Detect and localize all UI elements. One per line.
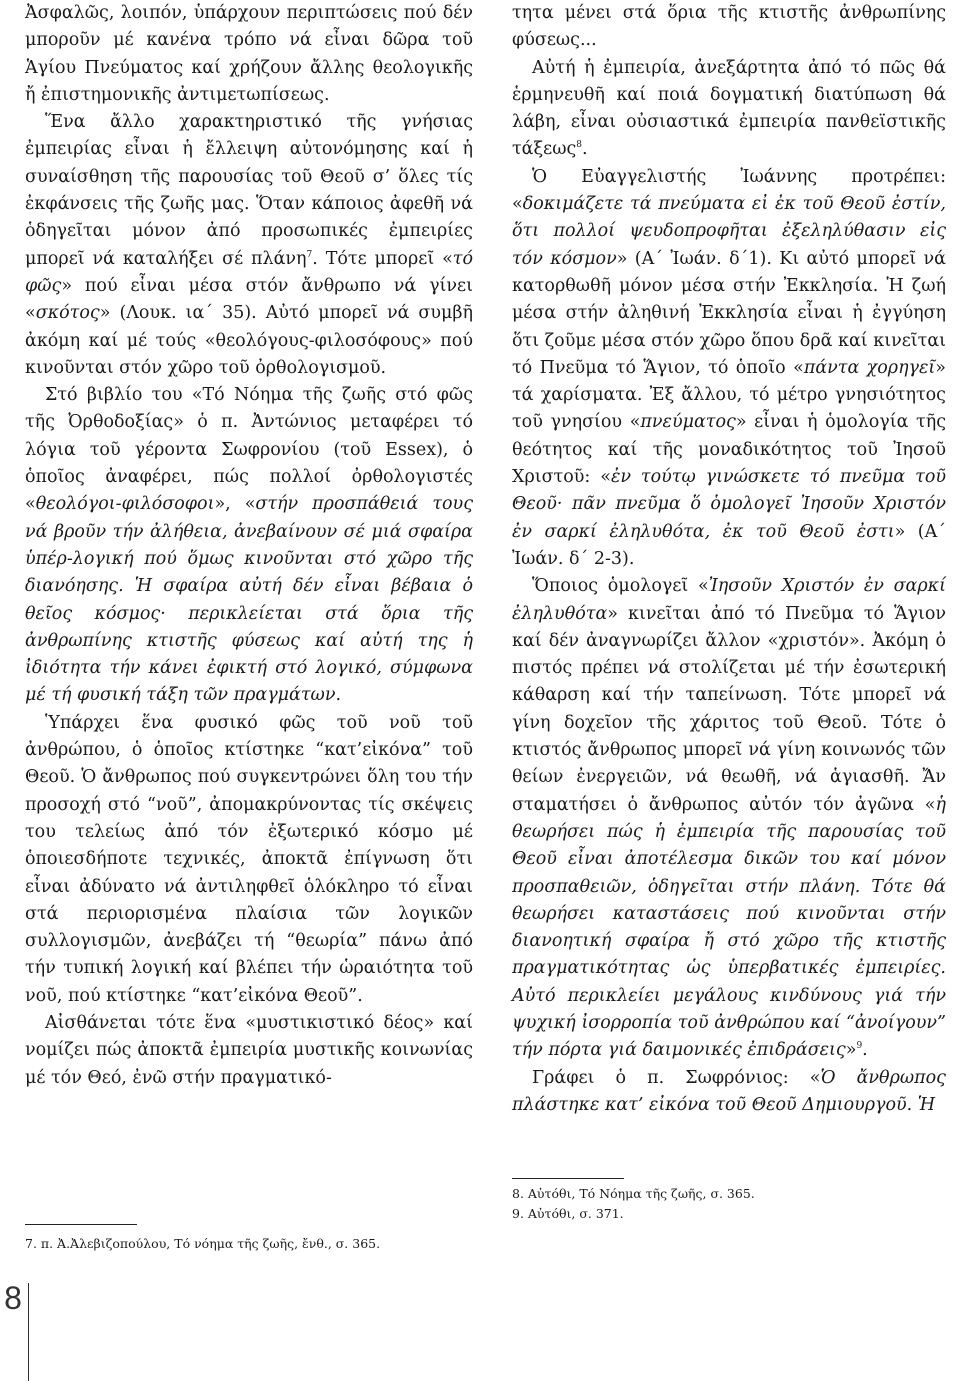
footnote-ref: 8: [576, 140, 583, 151]
footnote-divider: [512, 1178, 624, 1179]
paragraph: Ἀσφαλῶς, λοιπόν, ὑπάρχουν περιπτώσεις πού δέν μποροῦν μέ κανένα τρόπο νά εἶναι δῶρα τοῦ Ἁγίου Πνεύματος καί χρήζουν ἄλλης θεολογικῆς ἤ ἐπιστημονικῆς ἀντιμετωπίσεως.: [25, 3, 473, 105]
footnote-divider: [25, 1224, 137, 1225]
footnote-ref: 7: [306, 249, 313, 260]
right-column: [512, 0, 946, 1119]
footnote: 9. Αὐτόθι, σ. 371.: [512, 1206, 624, 1221]
paragraph: Αἰσθάνεται τότε ἕνα «μυστικιστικό δέος» καί νομίζει πώς ἀποκτᾶ ἐμπειρία μυστικῆς κοινωνίας μέ τόν Θεό, ἐνῶ στήν πραγματικό-: [25, 1012, 473, 1088]
left-column: [25, 0, 473, 1092]
paragraph: Αὐτή ἡ ἐμπειρία, ἀνεξάρτητα ἀπό τό πῶς θά ἑρμηνευθῆ καί ποιά δογματική διατύπωση θά λάβη, εἶναι οὐσιαστικά ἐμπειρία πανθεϊστικῆς τάξεως$^8$.: [512, 57, 946, 160]
paragraph: Ἕνα ἄλλο χαρακτηριστικό τῆς γνήσιας ἐμπειρίας εἶναι ἡ ἔλλειψη αὐτονόμησης καί ἡ συναίσθηση τῆς παρουσίας τοῦ Θεοῦ σ’ ὅλες τίς ἐκφάνσεις τῆς ζωῆς μας. Ὅταν κάποιος ἀφεθῆ νά ὁδηγεῖται μόνον ἀπό προσωπικές ἐμπειρίες μπορεῖ νά καταλήξει σέ πλάνη$^7$. Τότε μπορεῖ «τό φῶς» πού εἶναι μέσα στόν ἄνθρωπο νά γίνει «σκότος» (Λουκ. ια΄ 35). Αὐτό μπορεῖ νά συμβῆ ἀκόμη καί μέ τούς «θεολόγους-φιλοσόφους» πού κινοῦνται στόν χῶρο τοῦ ὀρθολογισμοῦ.: [25, 112, 473, 378]
paragraph: Ὅποιος ὁμολογεῖ «Ἰησοῦν Χριστόν ἐν σαρκί ἐληλυθότα» κινεῖται ἀπό τό Πνεῦμα τό Ἅγιον καί δέν ἀναγνωρίζει ἄλλον «χριστόν». Ἀκόμη ὁ πιστός πρέπει νά στολίζεται μέ τήν ἐσωτερική κάθαρση καί τήν ταπείνωση. Τότε μπορεῖ νά γίνη δοχεῖον τῆς χάριτος τοῦ Θεοῦ. Τότε ὁ κτιστός ἄνθρωπος μπορεῖ νά γίνη κοινωνός τῶν θείων ἐνεργειῶν, νά θεωθῆ, νά ἁγιασθῆ. Ἄν σταματήσει ὁ ἄνθρωπος αὐτόν τόν ἀγῶνα «ἡ θεωρήσει πώς ἡ ἐμπειρία τῆς παρουσίας τοῦ Θεοῦ εἶναι ἀποτέλεσμα δικῶν του καί μόνον προσπαθειῶν, ὁδηγεῖται στήν πλάνη. Τότε θά θεωρήσει καταστάσεις πού κινοῦνται στήν διανοητική σφαίρα ἤ στό χῶρο τῆς κτιστῆς πραγματικότητας ὡς ὑπερβατικές ἐμπειρίες. Αὐτό περικλείει μεγάλους κινδύνους γιά τήν ψυχική ἰσορροπία τοῦ ἀνθρώπου καί “ἀνοίγουν” τήν πόρτα γιά δαιμονικές ἐπιδράσεις»$^9$.: [512, 576, 946, 1061]
paragraph: Γράφει ὁ π. Σωφρόνιος: «Ὁ ἄνθρωπος πλάστηκε κατ’ εἰκόνα τοῦ Θεοῦ Δημιουργοῦ. Ἡ: [512, 1067, 946, 1115]
paragraph: Στό βιβλίο του «Τό Νόημα τῆς ζωῆς στό φῶς τῆς Ὀρθοδοξίας» ὁ π. Ἀντώνιος μεταφέρει τό λόγια τοῦ γέροντα Σωφρονίου (τοῦ Essex), ὁ ὁποῖος ἀναφέρει, πώς πολλοί ὀρθολογιστές «θεολόγοι-φιλόσοφοι», «στήν προσπάθειά τους νά βροῦν τήν ἀλήθεια, ἀνεβαίνουν σέ μιά σφαίρα ὑπέρ-λογική πού ὅμως κινοῦνται στό χῶρο τῆς διανόησης. Ἡ σφαίρα αὐτή δέν εἶναι βέβαια ὁ θεῖος κόσμος· περικλείεται στά ὅρια τῆς ἀνθρωπίνης κτιστῆς φύσεως καί αὐτή της ἡ ἰδιότητα τήν κάνει ἐφικτή στό λογικό, σύμφωνα μέ τή φυσική τάξη τῶν πραγμάτων.: [25, 385, 473, 706]
margin-rule: [28, 1283, 29, 1381]
footnotes: [512, 1184, 755, 1224]
footnote-ref: 9: [856, 1041, 863, 1052]
footnote: 8. Αὐτόθι, Τό Νόημα τῆς ζωῆς, σ. 365.: [512, 1186, 755, 1201]
footnote: 7. π. Ἀ.Ἀλεβιζοπούλου, Τό νόημα τῆς ζωῆς, ἔνθ., σ. 365.: [25, 1236, 381, 1251]
page-number: 8: [4, 1280, 22, 1316]
paragraph: τητα μένει στά ὅρια τῆς κτιστῆς ἀνθρωπίνης φύσεως...: [512, 3, 946, 51]
paragraph: Ὁ Εὐαγγελιστής Ἰωάννης προτρέπει: «δοκιμάζετε τά πνεύματα εἰ ἐκ τοῦ Θεοῦ ἐστίν, ὅτι πολλοί ψευδοπροφῆται ἐξεληλύθασιν εἰς τόν κόσμον» (Α΄ Ἰωάν. δ΄1). Κι αὐτό μπορεῖ νά κατορθωθῆ μόνον μέσα στήν Ἐκκλησία. Ἡ ζωή μέσα στήν ἀληθινή Ἐκκλησία εἶναι ἡ ἐγγύηση ὅτι ζοῦμε μέσα στόν χῶρο ὅπου δρᾶ καί κινεῖται τό Πνεῦμα τό Ἅγιον, τό ὁποῖο «πάντα χορηγεῖ» τά χαρίσματα. Ἐξ ἄλλου, τό μέτρο γνησιότητος τοῦ γνησίου «πνεύματος» εἶναι ἡ ὁμολογία τῆς θεότητος καί τῆς μοναδικότητος τοῦ Ἰησοῦ Χριστοῦ: «ἐν τούτῳ γινώσκετε τό πνεῦμα τοῦ Θεοῦ· πᾶν πνεῦμα ὅ ὁμολογεῖ Ἰησοῦν Χριστόν ἐν σαρκί ἐληλυθότα, ἐκ τοῦ Θεοῦ ἐστι» (Α΄ Ἰωάν. δ΄ 2-3).: [512, 166, 946, 569]
paragraph: Ὑπάρχει ἕνα φυσικό φῶς τοῦ νοῦ τοῦ ἀνθρώπου, ὁ ὁποῖος κτίστηκε “κατ’εἰκόνα” τοῦ Θεοῦ. Ὁ ἄνθρωπος πού συγκεντρώνει ὅλη του τήν προσοχή στό “νοῦ”, ἀπομακρύνοντας τίς σκέψεις του τελείως ἀπό τόν ἐξωτερικό κόσμο μέ ὁποιεσδήποτε τεχνικές, ἀποκτᾶ ἐπίγνωση ὅτι εἶναι ἀδύνατο νά ἀντιληφθεῖ ὁλόκληρο τό εἶναι στά περιορισμένα πλαίσια τῶν λογικῶν συλλογισμῶν, ἀνεβάζει τή “θεωρία” πάνω ἀπό τήν τυπική λογική καί βλέπει τήν ὡραιότητα τοῦ νοῦ, πού κτίστηκε “κατ’εἰκόνα Θεοῦ”.: [25, 712, 473, 1006]
